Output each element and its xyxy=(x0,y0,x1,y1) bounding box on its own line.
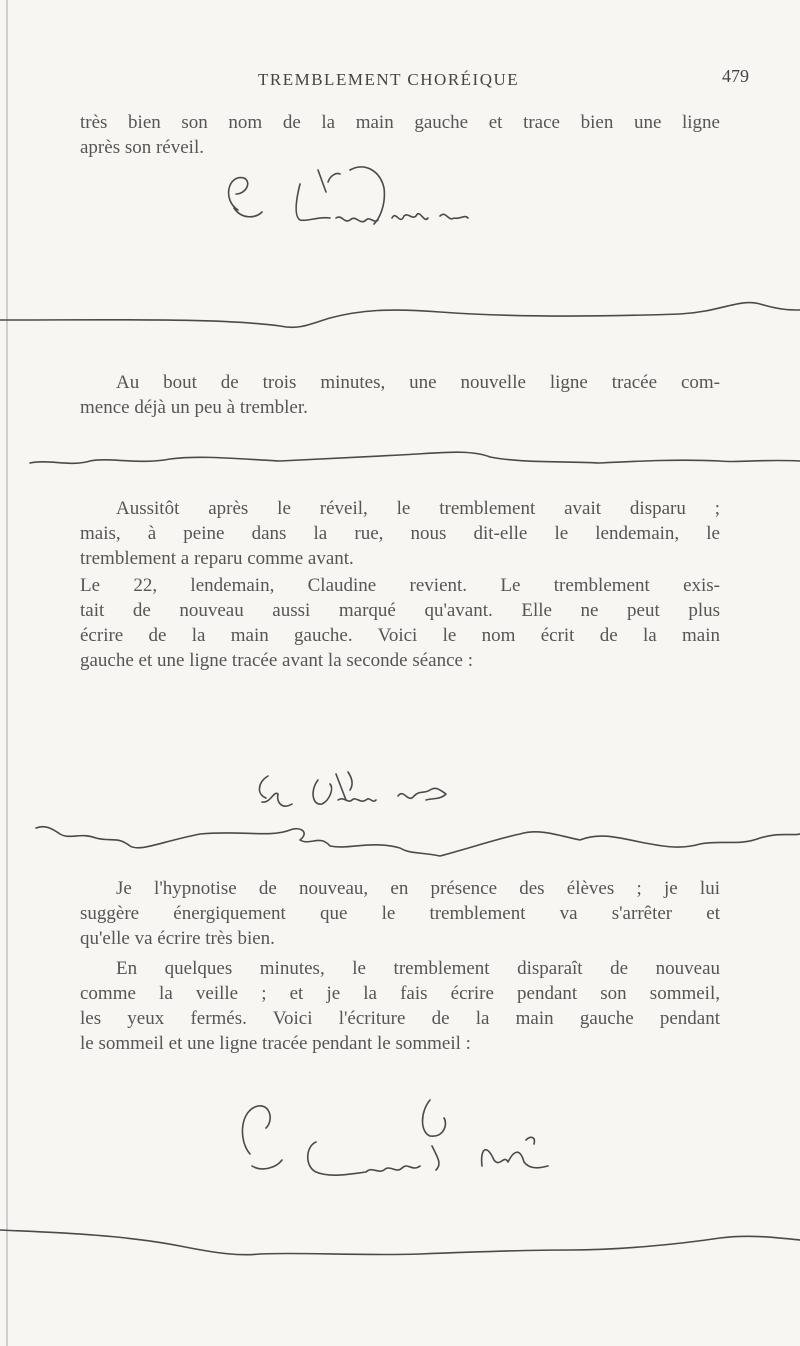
text-line: Je l'hypnotise de nouveau, en présence des élèves ; je lui xyxy=(116,878,720,899)
handwriting-sample-signature-1 xyxy=(0,160,800,240)
text-line: après son réveil. xyxy=(80,137,204,158)
paragraph-5 xyxy=(80,876,720,951)
handwriting-sample-signature-3 xyxy=(0,1080,800,1200)
text-line: Au bout de trois minutes, une nouvelle ligne tracée com- xyxy=(116,372,720,393)
text-line: Le 22, lendemain, Claudine revient. Le tremblement exis- xyxy=(80,575,720,596)
text-line: gauche et une ligne tracée avant la seconde séance : xyxy=(80,650,473,671)
tremor-line-4 xyxy=(0,1210,800,1270)
tremor-line-3 xyxy=(0,820,800,870)
text-line: écrire de la main gauche. Voici le nom écrit de la main xyxy=(80,625,720,646)
text-line: tait de nouveau aussi marqué qu'avant. Elle ne peut plus xyxy=(80,600,720,621)
text-line: le sommeil et une ligne tracée pendant le sommeil : xyxy=(80,1033,471,1054)
paragraph-6 xyxy=(80,956,720,1056)
running-title: TREMBLEMENT CHORÉIQUE xyxy=(258,70,520,89)
paragraph-2 xyxy=(80,370,720,420)
text-line: suggère énergiquement que le tremblement va s'arrêter et xyxy=(80,903,720,924)
text-line: mence déjà un peu à trembler. xyxy=(80,397,308,418)
page-number: 479 xyxy=(722,66,749,86)
text-line: mais, à peine dans la rue, nous dit-elle le lendemain, le xyxy=(80,523,720,544)
text-line: En quelques minutes, le tremblement disparaît de nouveau xyxy=(116,958,720,979)
text-line: tremblement a reparu comme avant. xyxy=(80,548,354,569)
paragraph-3 xyxy=(80,496,720,571)
paragraph-4 xyxy=(80,573,720,673)
handwriting-sample-signature-2 xyxy=(0,760,800,820)
text-line: qu'elle va écrire très bien. xyxy=(80,928,275,949)
tremor-line-1 xyxy=(0,280,800,330)
paragraph-1 xyxy=(80,110,720,160)
text-line: Aussitôt après le réveil, le tremblement avait disparu ; xyxy=(116,498,720,519)
tremor-line-2 xyxy=(0,445,800,475)
text-line: les yeux fermés. Voici l'écriture de la main gauche pendant xyxy=(80,1008,720,1029)
text-line: très bien son nom de la main gauche et trace bien une ligne xyxy=(80,112,720,133)
text-line: comme la veille ; et je la fais écrire pendant son sommeil, xyxy=(80,983,720,1004)
